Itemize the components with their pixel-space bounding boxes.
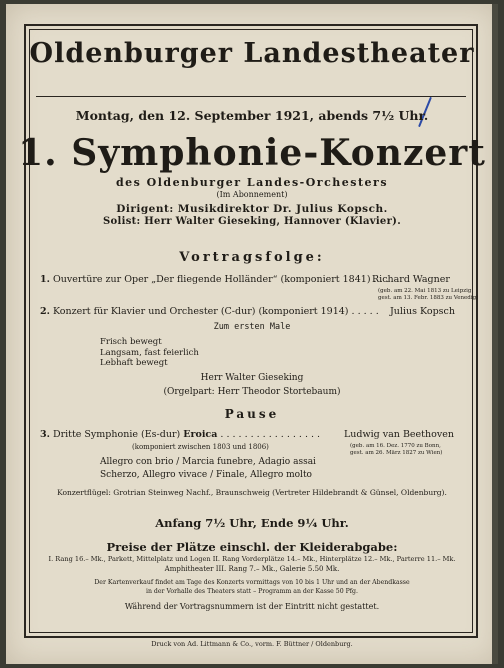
organ-note: (Orgelpart: Herr Theodor Stortebaum) bbox=[163, 387, 341, 397]
divider bbox=[36, 96, 466, 97]
item-1-composer-notes: (geb. am 22. Mai 1813 zu Leipzig gest. am 13. Febr. 1883 zu Venedig) bbox=[378, 288, 479, 301]
program-item-1 bbox=[40, 274, 389, 285]
date-line: Montag, den 12. September 1921, abends 7½ Uhr. bbox=[75, 108, 429, 123]
program-heading: Vortragsfolge: bbox=[179, 250, 325, 265]
item-work: Konzert für Klavier und Orchester (C-dur) (komponiert 1914) . . . . . bbox=[52, 306, 379, 317]
premiere-note: Zum ersten Male bbox=[213, 322, 291, 332]
item-number: 1. bbox=[40, 274, 50, 285]
item-2-performer: Herr Walter Gieseking bbox=[200, 373, 304, 383]
printer-credit: Druck von Ad. Littmann & Co., vorm. F. Büttner / Oldenburg. bbox=[151, 640, 353, 648]
item-number: 2. bbox=[40, 306, 50, 317]
program-item-3 bbox=[40, 429, 320, 440]
theater-title: Oldenburger Landestheater bbox=[29, 38, 475, 69]
program-item-2 bbox=[40, 306, 379, 317]
sale-line-2: in der Vorhalle des Theaters statt – Programm an der Kasse 50 Pfg. bbox=[145, 588, 358, 595]
item-3-movements-2: Scherzo, Allegro vivace / Finale, Allegro molto bbox=[100, 470, 312, 480]
soloist-line: Solist: Herr Walter Gieseking, Hannover (Klavier). bbox=[103, 216, 401, 227]
item-work: Dritte Symphonie (Es-dur) bbox=[52, 429, 181, 440]
times-line: Anfang 7½ Uhr, Ende 9¼ Uhr. bbox=[155, 516, 349, 530]
prices-heading: Preise der Plätze einschl. der Kleiderabgabe: bbox=[106, 540, 398, 554]
item-2-composer: Julius Kopsch bbox=[390, 306, 455, 317]
conductor-line: Dirigent: Musikdirektor Dr. Julius Kopsch. bbox=[116, 203, 388, 215]
program-page bbox=[6, 4, 498, 664]
item-number: 3. bbox=[40, 429, 50, 440]
subscription-note: (Im Abonnement) bbox=[216, 190, 288, 199]
item-3-composed: (komponiert zwischen 1803 und 1806) bbox=[132, 443, 269, 451]
item-work: Ouvertüre zur Oper „Der fliegende Holländer“ (komponiert 1841) . . . bbox=[52, 274, 389, 285]
pause-label: Pause bbox=[224, 407, 280, 421]
piano-note: Konzertflügel: Grotrian Steinweg Nachf., Braunschweig (Vertreter Hildebrandt & Günsel, Oldenburg). bbox=[57, 488, 447, 497]
sale-line-1: Der Kartenverkauf findet am Tage des Konzerts vormittags von 10 bis 1 Uhr und an der Abendkasse bbox=[94, 579, 410, 586]
item-1-composer: Richard Wagner bbox=[372, 274, 450, 285]
prices-line-1: I. Rang 16.– Mk., Parkett, Mittelplatz und Logen II. Rang Vorderplätze 14.– Mk., Hinterplätze 12.– Mk., Parterre 11.– Mk. bbox=[48, 555, 456, 563]
item-3-movements-1: Allegro con brio / Marcia funebre, Adagio assai bbox=[100, 457, 316, 467]
admission-notice: Während der Vortragsnummern ist der Eintritt nicht gestattet. bbox=[124, 602, 380, 611]
concert-title: 1. Symphonie-Konzert bbox=[18, 132, 486, 174]
item-2-movements: Frisch bewegt Langsam, fast feierlich Lebhaft bewegt bbox=[100, 337, 199, 368]
item-3-composer: Ludwig van Beethoven bbox=[344, 429, 454, 440]
prices-line-2: Amphitheater III. Rang 7.– Mk., Galerie 5.50 Mk. bbox=[164, 565, 340, 573]
orchestra-line: des Oldenburger Landes-Orchesters bbox=[115, 176, 389, 189]
item-dots: . . . . . . . . . . . . . . . . . bbox=[220, 429, 321, 440]
item-3-composer-notes: (geb. am 16. Dez. 1770 zu Bonn, gest. am 26. März 1827 zu Wien) bbox=[350, 443, 443, 456]
item-work-title: Eroica bbox=[183, 429, 218, 440]
